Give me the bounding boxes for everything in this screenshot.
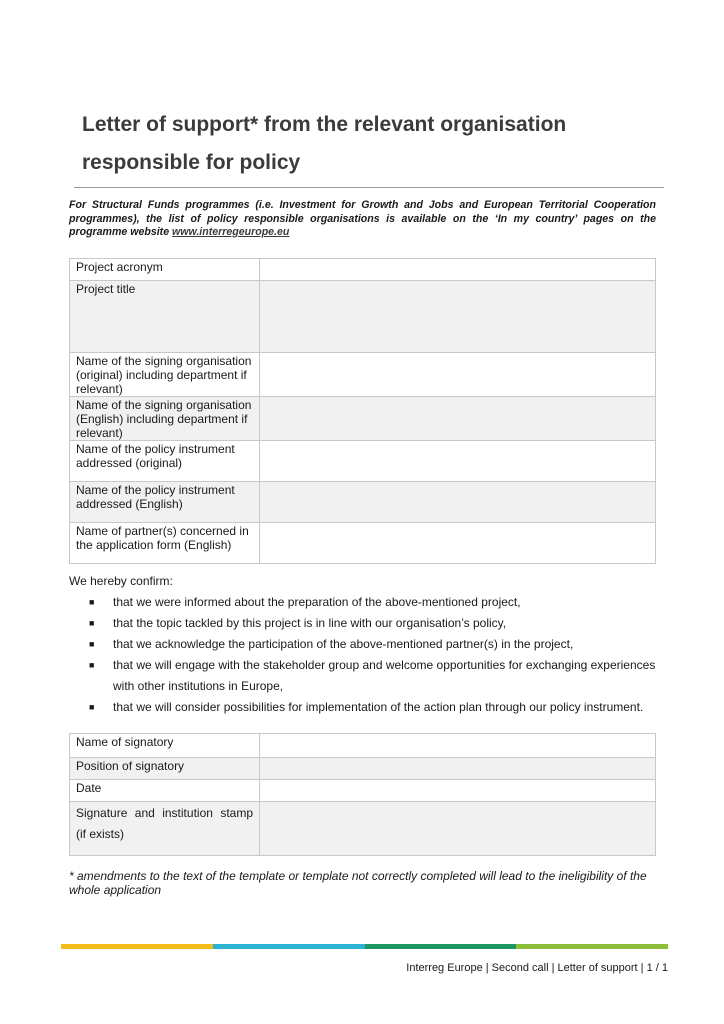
footer-color-bar <box>61 944 668 949</box>
policy-instrument-english-field[interactable] <box>260 482 656 523</box>
field-label: Position of signatory <box>70 758 260 780</box>
signature-stamp-field[interactable] <box>260 802 656 856</box>
table-row <box>70 482 656 523</box>
table-row <box>70 353 656 397</box>
color-bar-segment <box>213 944 365 949</box>
field-label: Name of signatory <box>70 734 260 758</box>
title-divider <box>74 187 664 188</box>
table-row <box>70 523 656 564</box>
table-row <box>70 802 656 856</box>
bullet-icon: ■ <box>89 639 95 649</box>
date-field[interactable] <box>260 780 656 802</box>
project-acronym-field[interactable] <box>260 259 656 281</box>
table-row <box>70 441 656 482</box>
field-label: Name of partner(s) concerned in the application form (English) <box>70 523 260 564</box>
title-line-1: Letter of support* from the relevant organisation <box>82 113 567 136</box>
field-label: Name of the signing organisation (English) including department if relevant) <box>70 397 260 441</box>
bullet-icon: ■ <box>89 597 95 607</box>
project-title-field[interactable] <box>260 281 656 353</box>
partners-concerned-field[interactable] <box>260 523 656 564</box>
signatory-name-field[interactable] <box>260 734 656 758</box>
bullet-icon: ■ <box>89 618 95 628</box>
signatory-table <box>69 733 656 856</box>
list-item: ■ that we will engage with the stakeholder group and welcome opportunities for exchanging experiences with other institutions in Europe, <box>69 655 659 697</box>
field-label: Name of the policy instrument addressed (English) <box>70 482 260 523</box>
project-info-table <box>69 258 656 564</box>
field-label: Name of the policy instrument addressed (original) <box>70 441 260 482</box>
table-row <box>70 259 656 281</box>
field-label: Name of the signing organisation (original) including department if relevant) <box>70 353 260 397</box>
color-bar-segment <box>61 944 213 949</box>
list-item: ■ that we acknowledge the participation of the above-mentioned partner(s) in the project, <box>69 634 659 655</box>
field-label: Date <box>70 780 260 802</box>
page-title <box>82 106 672 182</box>
confirm-list <box>69 592 659 718</box>
signing-organisation-english-field[interactable] <box>260 397 656 441</box>
programme-website-link[interactable]: www.interregeurope.eu <box>172 226 290 238</box>
color-bar-segment <box>365 944 517 949</box>
table-row <box>70 758 656 780</box>
color-bar-segment <box>516 944 668 949</box>
table-row <box>70 734 656 758</box>
intro-text: For Structural Funds programmes (i.e. Investment for Growth and Jobs and European Territorial Cooperation programmes), the list of policy responsible organisations is available on the ‘In my country’ pages on the programme website <box>69 199 656 238</box>
field-label: Project acronym <box>70 259 260 281</box>
field-label: Signature and institution stamp (if exists) <box>70 802 260 856</box>
list-item: ■ that the topic tackled by this project is in line with our organisation’s policy, <box>69 613 659 634</box>
policy-instrument-original-field[interactable] <box>260 441 656 482</box>
list-item: ■ that we were informed about the preparation of the above-mentioned project, <box>69 592 659 613</box>
table-row <box>70 397 656 441</box>
bullet-icon: ■ <box>89 702 95 712</box>
page-footer: Interreg Europe | Second call | Letter of support | 1 / 1 <box>406 962 668 974</box>
table-row <box>70 281 656 353</box>
table-row <box>70 780 656 802</box>
confirm-intro: We hereby confirm: <box>69 574 173 588</box>
footnote: * amendments to the text of the template or template not correctly completed will lead to the ineligibility of the whole application <box>69 869 647 897</box>
signatory-position-field[interactable] <box>260 758 656 780</box>
list-item: ■ that we will consider possibilities for implementation of the action plan through our policy instrument. <box>69 697 659 718</box>
signing-organisation-original-field[interactable] <box>260 353 656 397</box>
bullet-icon: ■ <box>89 660 95 670</box>
title-line-2: responsible for policy <box>82 151 301 174</box>
intro-note <box>69 199 656 240</box>
field-label: Project title <box>70 281 260 353</box>
